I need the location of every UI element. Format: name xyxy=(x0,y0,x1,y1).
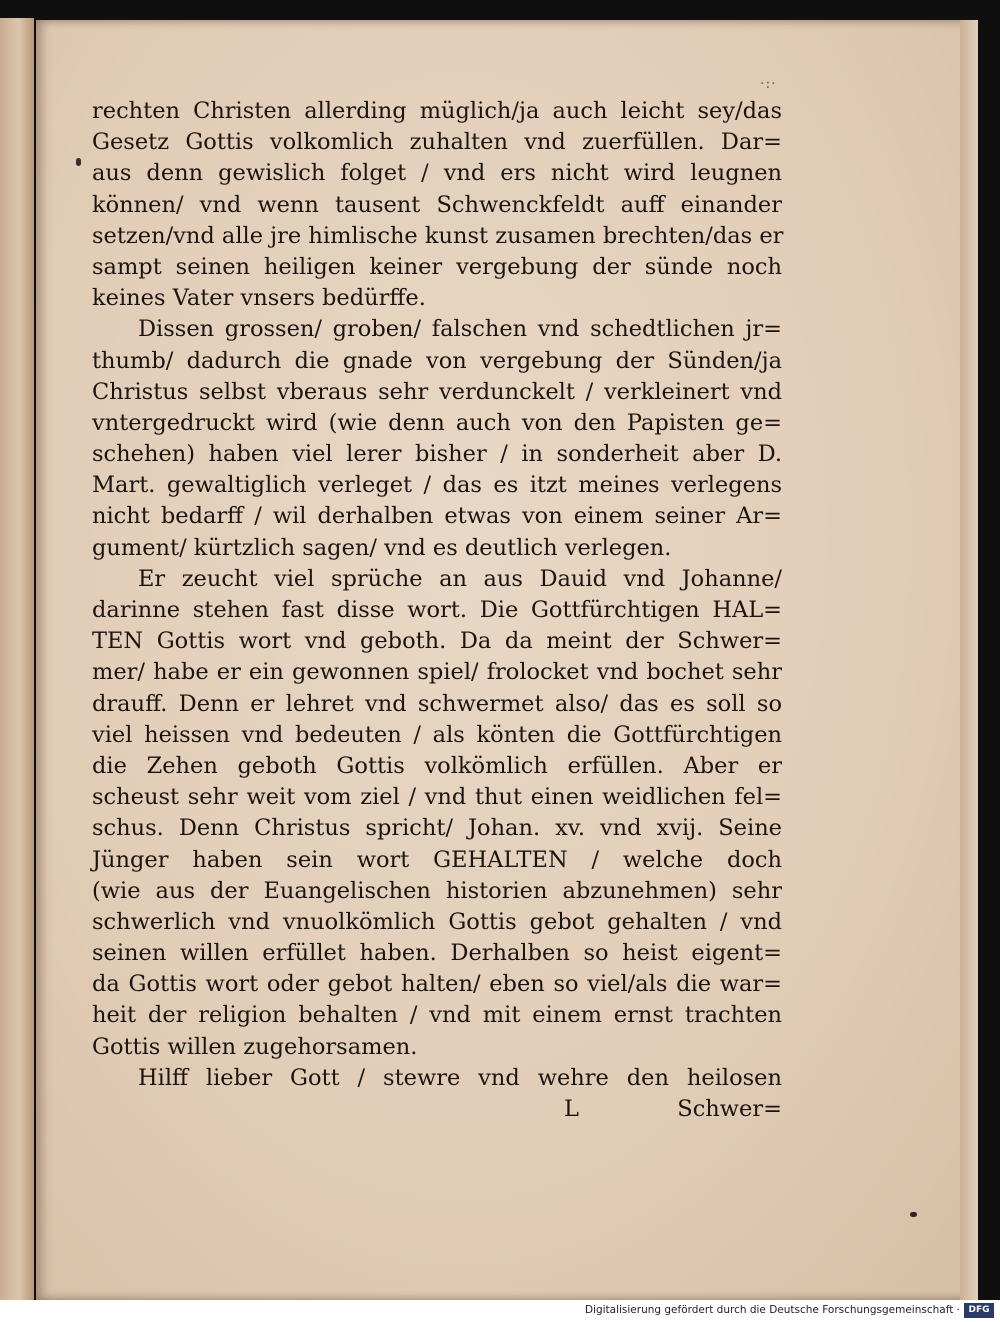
text-line: schwerlich vnd vnuolkömlich Gottis gebot gehalten / vnd xyxy=(92,908,782,935)
text-line: Christus selbst vberaus sehr verdunckelt / verkleinert vnd xyxy=(92,378,782,405)
text-line: keines Vater vnsers bedürffe. xyxy=(92,285,426,312)
text-line: darinne stehen fast disse wort. Die Gottfürchtigen HAL= xyxy=(92,597,782,623)
text-line: (wie aus der Euangelischen historien abzunehmen) sehr xyxy=(92,877,782,904)
margin-dot xyxy=(76,158,81,166)
text-line: da Gottis wort oder gebot halten/ eben so viel/als die war= xyxy=(92,971,782,998)
text-line: TEN Gottis wort vnd geboth. Da da meint der Schwer= xyxy=(92,628,782,655)
text-line: seinen willen erfüllet haben. Derhalben so heist eigent= xyxy=(92,940,782,967)
text-line: viel heissen vnd bedeuten / als könten die Gottfürchtigen xyxy=(92,721,782,748)
text-line: können/ vnd wenn tausent Schwenckfeldt auff einander xyxy=(92,191,782,218)
text-line: vntergedruckt wird (wie denn auch von den Papisten ge= xyxy=(92,409,782,436)
page-footer xyxy=(92,1096,782,1127)
text-line: rechten Christen allerding müglich/ja auch leicht sey/das xyxy=(92,98,782,124)
text-line: aus denn gewislich folget / vnd ers nicht wird leugnen xyxy=(92,160,782,187)
text-line: Gesetz Gottis volkomlich zuhalten vnd zuerfüllen. Dar= xyxy=(92,129,782,156)
text-line: drauff. Denn er lehret vnd schwermet also/ das es soll so xyxy=(92,690,782,717)
text-line: mer/ habe er ein gewonnen spiel/ frolocket vnd bochet sehr xyxy=(92,659,782,686)
text-line: Dissen grossen/ groben/ falschen vnd schedtlichen jr= xyxy=(138,316,782,343)
text-line: schehen) haben viel lerer bisher / in sonderheit aber D. xyxy=(92,441,782,468)
text-line: Er zeucht viel sprüche an aus Dauid vnd Johanne/ xyxy=(138,565,782,592)
text-line: nicht bedarff / wil derhalben etwas von einem seiner Ar= xyxy=(92,503,782,530)
text-line: setzen/vnd alle jre himlische kunst zusamen brechten/das er xyxy=(92,222,784,249)
margin-smudge: ·:· xyxy=(760,76,777,92)
text-line: heit der religion behalten / vnd mit einem ernst trachten xyxy=(92,1002,782,1029)
text-line: schus. Denn Christus spricht/ Johan. xv. vnd xvij. Seine xyxy=(92,815,782,842)
margin-dot-bottom xyxy=(910,1212,917,1217)
signature-mark: L xyxy=(564,1096,579,1122)
text-line: Jünger haben sein wort GEHALTEN / welche doch xyxy=(92,846,782,873)
text-line: Mart. gewaltiglich verleget / das es itzt meines verlegens xyxy=(92,472,782,499)
page-right-edge xyxy=(960,20,978,1300)
left-page-edge xyxy=(0,18,34,1300)
text-line: Hilff lieber Gott / stewre vnd wehre den heilosen xyxy=(138,1064,782,1091)
text-line: thumb/ dadurch die gnade von vergebung der Sünden/ja xyxy=(92,347,782,374)
text-line: gument/ kürtzlich sagen/ vnd es deutlich verlegen. xyxy=(92,534,672,561)
text-line: sampt seinen heiligen keiner vergebung der sünde noch xyxy=(92,253,782,280)
text-line: Gottis willen zugehorsamen. xyxy=(92,1033,418,1060)
text-line: die Zehen geboth Gottis volkömlich erfüllen. Aber er xyxy=(92,752,782,779)
text-line: scheust sehr weit vom ziel / vnd thut einen weidlichen fel= xyxy=(92,784,782,811)
catchword: Schwer= xyxy=(677,1096,782,1122)
page-text xyxy=(92,96,782,1094)
dfg-logo: DFG xyxy=(964,1303,994,1318)
credit-bar xyxy=(0,1300,1000,1322)
funding-credit: Digitalisierung gefördert durch die Deutsche Forschungsgemeinschaft · xyxy=(584,1304,960,1316)
